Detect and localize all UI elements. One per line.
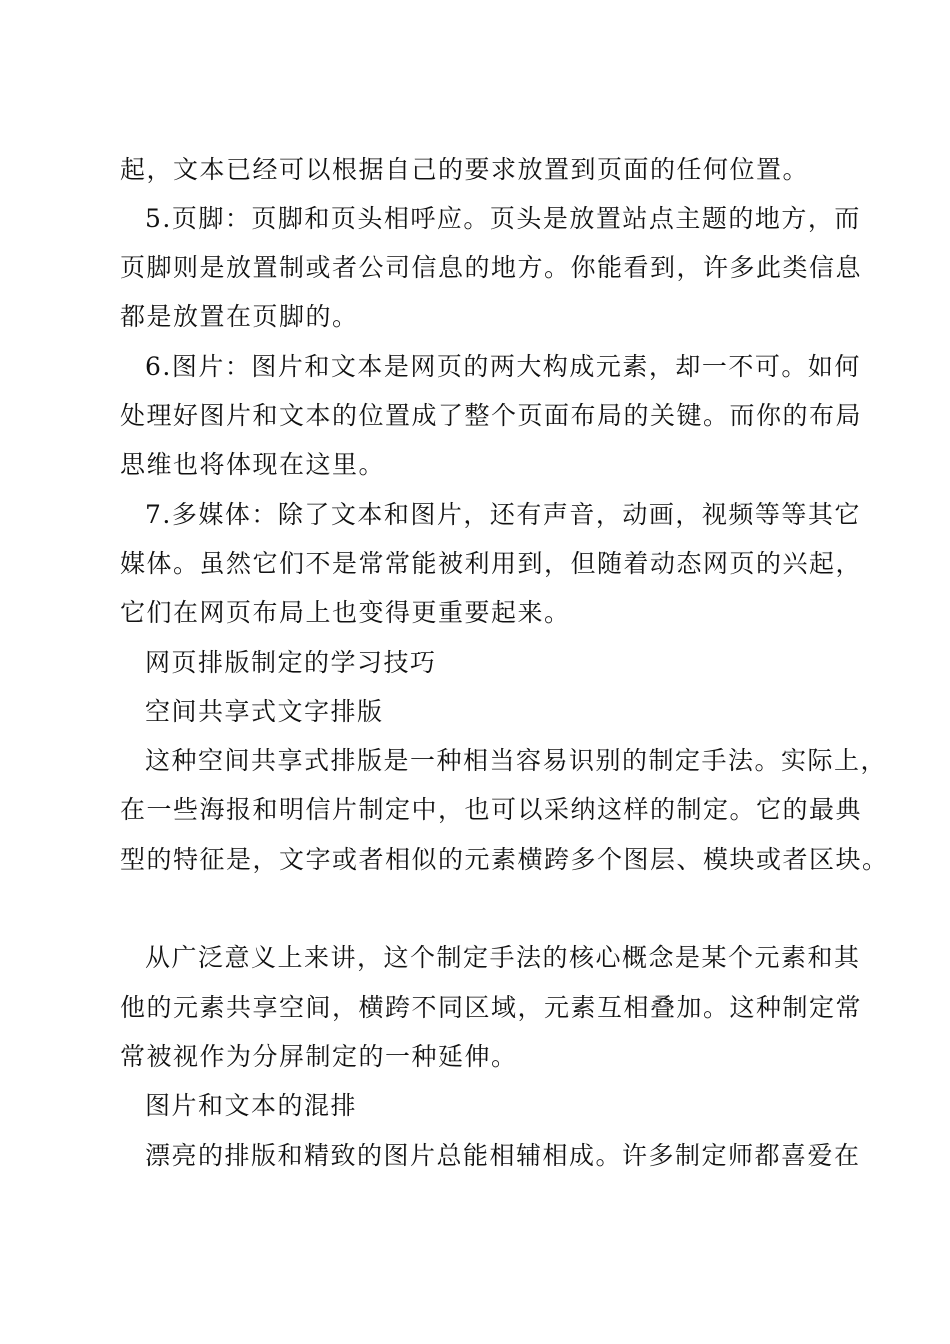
list-item-5-line: 5.页脚：页脚和页头相呼应。页头是放置站点主题的地方，而	[145, 204, 861, 233]
paragraph-line: 型的特征是，文字或者相似的元素横跨多个图层、模块或者区块。	[120, 845, 889, 874]
paragraph-line: 这种空间共享式排版是一种相当容易识别的制定手法。实际上，	[145, 746, 888, 775]
paragraph-line: 从广泛意义上来讲，这个制定手法的核心概念是某个元素和其	[145, 943, 861, 972]
text-line: 都是放置在页脚的。	[120, 302, 359, 331]
paragraph-line: 他的元素共享空间，横跨不同区域，元素互相叠加。这种制定常	[120, 993, 863, 1022]
text-line: 处理好图片和文本的位置成了整个页面布局的关键。而你的布局	[120, 401, 863, 430]
paragraph-line: 在一些海报和明信片制定中，也可以采纳这样的制定。它的最典	[120, 795, 863, 824]
subsection-heading: 图片和文本的混排	[145, 1091, 358, 1120]
paragraph-line: 常被视作为分屏制定的一种延伸。	[120, 1042, 518, 1071]
text-line: 页脚则是放置制或者公司信息的地方。你能看到，许多此类信息	[120, 253, 863, 282]
text-line: 媒体。虽然它们不是常常能被利用到，但随着动态网页的兴起，	[120, 549, 863, 578]
paragraph-line: 漂亮的排版和精致的图片总能相辅相成。许多制定师都喜爱在	[145, 1141, 861, 1170]
text-line: 起，文本已经可以根据自己的要求放置到页面的任何位置。	[120, 155, 810, 184]
text-line: 它们在网页布局上也变得更重要起来。	[120, 598, 571, 627]
list-item-6-line: 6.图片：图片和文本是网页的两大构成元素，却一不可。如何	[145, 352, 861, 381]
section-heading: 网页排版制定的学习技巧	[145, 648, 437, 677]
text-line: 思维也将体现在这里。	[120, 450, 386, 479]
subsection-heading: 空间共享式文字排版	[145, 697, 384, 726]
list-item-7-line: 7.多媒体：除了文本和图片，还有声音，动画，视频等等其它	[145, 500, 861, 529]
